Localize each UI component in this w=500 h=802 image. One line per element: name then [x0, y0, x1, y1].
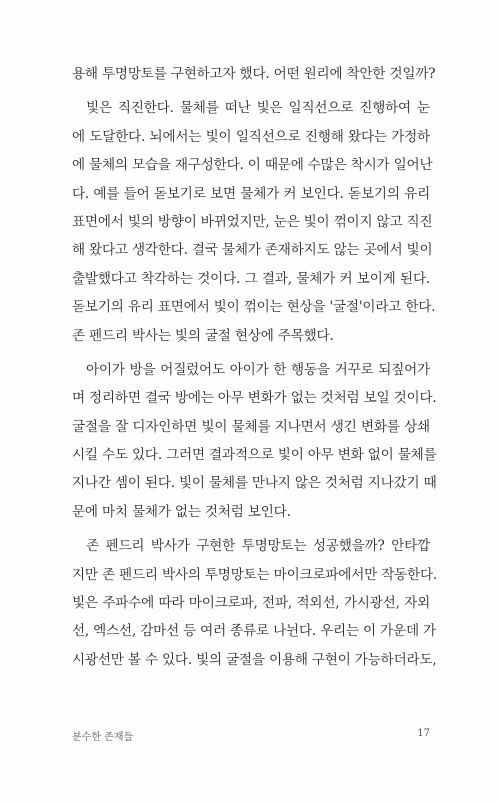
text-line: 존 펜드리 박사는 빛의 굴절 현상에 주목했다.: [72, 327, 334, 344]
text-line: 시광선만 볼 수 있다. 빛의 굴절을 이용해 구현이 가능하더라도,: [72, 651, 437, 668]
paragraph-3: [72, 356, 437, 526]
text-line: 빛은 직진한다. 물체를 떠난 빛은 일직선으로 진행하여 눈: [86, 100, 430, 117]
text-line: 존 펜드리 박사가 구현한 투명망토는 성공했을까? 안타깝: [86, 538, 430, 555]
text-line: 시킬 수도 있다. 그러면 결과적으로 빛이 아무 변화 없이 물체를: [72, 447, 437, 464]
text-line: 빛은 주파수에 따라 마이크로파, 전파, 적외선, 가시광선, 자외: [72, 595, 430, 612]
paragraph-2: [72, 94, 436, 350]
text-line: 문에 마치 물체가 없는 것처럼 보인다.: [72, 503, 291, 520]
page-number: 17: [417, 728, 430, 739]
text-line: 지나간 셈이 된다. 빛이 물체를 만나지 않은 것처럼 지나갔기 때: [72, 475, 437, 492]
text-line: 굴절을 잘 디자인하면 빛이 물체를 지나면서 생긴 변화를 상쇄: [72, 418, 430, 435]
text-line: 출발했다고 착각하는 것이다. 그 결과, 물체가 커 보이게 된다.: [72, 270, 430, 287]
text-line: 다. 예를 들어 돋보기로 보면 물체가 커 보인다. 돋보기의 유리: [72, 185, 430, 202]
page-footer: [72, 728, 430, 746]
text-line: 에 도달한다. 뇌에서는 빛이 일직선으로 진행해 왔다는 가정하: [72, 128, 430, 145]
text-line: 며 정리하면 결국 방에는 아무 변화가 없는 것처럼 보일 것이다.: [72, 390, 437, 407]
body-text: [72, 60, 438, 680]
text-line: 에 물체의 모습을 재구성한다. 이 때문에 수많은 착시가 일어난: [72, 157, 433, 174]
paragraph-4: [72, 532, 438, 674]
text-line: 선, 엑스선, 감마선 등 여러 종류로 나뉜다. 우리는 이 가운데 가: [72, 623, 436, 640]
text-line: 용해 투명망토를 구현하고자 했다. 어떤 원리에 착안한 것일까?: [72, 66, 436, 82]
text-line: 지만 존 펜드리 박사의 투명망토는 마이크로파에서만 작동한다.: [72, 566, 438, 583]
running-title: 분수한 존재들: [72, 732, 134, 743]
text-line: 표면에서 빛의 방향이 바뀌었지만, 눈은 빛이 꺾이지 않고 직진: [72, 213, 433, 230]
paragraph-1: [72, 60, 436, 88]
text-line: 해 왔다고 생각한다. 결국 물체가 존재하지도 않는 곳에서 빛이: [72, 242, 433, 259]
text-line: 아이가 방을 어질렀어도 아이가 한 행동을 거꾸로 되짚어가: [86, 361, 430, 378]
text-line: 돋보기의 유리 표면에서 빛이 꺾이는 현상을 '굴절'이라고 한다.: [72, 299, 436, 316]
